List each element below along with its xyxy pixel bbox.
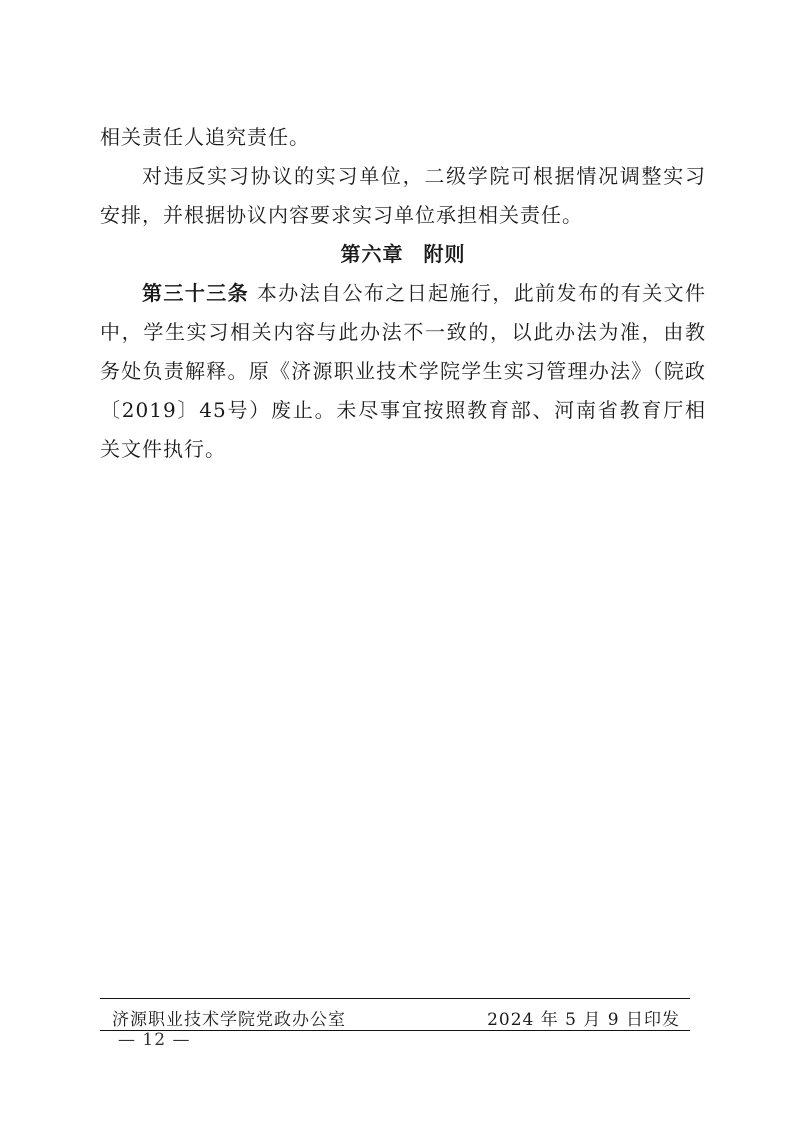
chapter-title: 附则 <box>423 242 466 266</box>
article-number: 第三十三条 <box>142 281 250 305</box>
article-33 <box>100 274 706 469</box>
issuer: 济源职业技术学院党政办公室 <box>112 1010 346 1030</box>
document-body <box>100 118 706 469</box>
issue-date: 2024 年 5 月 9 日印发 <box>487 1010 680 1030</box>
continuation-line: 相关责任人追究责任。 <box>100 125 310 149</box>
footer-issue-row <box>112 1005 680 1030</box>
paragraph-violation: 对违反实习协议的实习单位，二级学院可根据情况调整实习安排，并根据协议内容要求实习单位承担相关责任。 <box>100 164 706 227</box>
chapter-heading <box>100 235 706 274</box>
chapter-number: 第六章 <box>340 242 404 266</box>
article-text: 本办法自公布之日起施行，此前发布的有关文件中，学生实习相关内容与此办法不一致的，以此办法为准，由教务处负责解释。原《济源职业技术学院学生实习管理办法》（院政〔2019〕45号）废止。未尽事宜按照教育部、河南省教育厅相关文件执行。 <box>100 281 707 461</box>
page-number: — 12 — <box>118 1030 191 1050</box>
footer-top-rule <box>100 998 690 999</box>
